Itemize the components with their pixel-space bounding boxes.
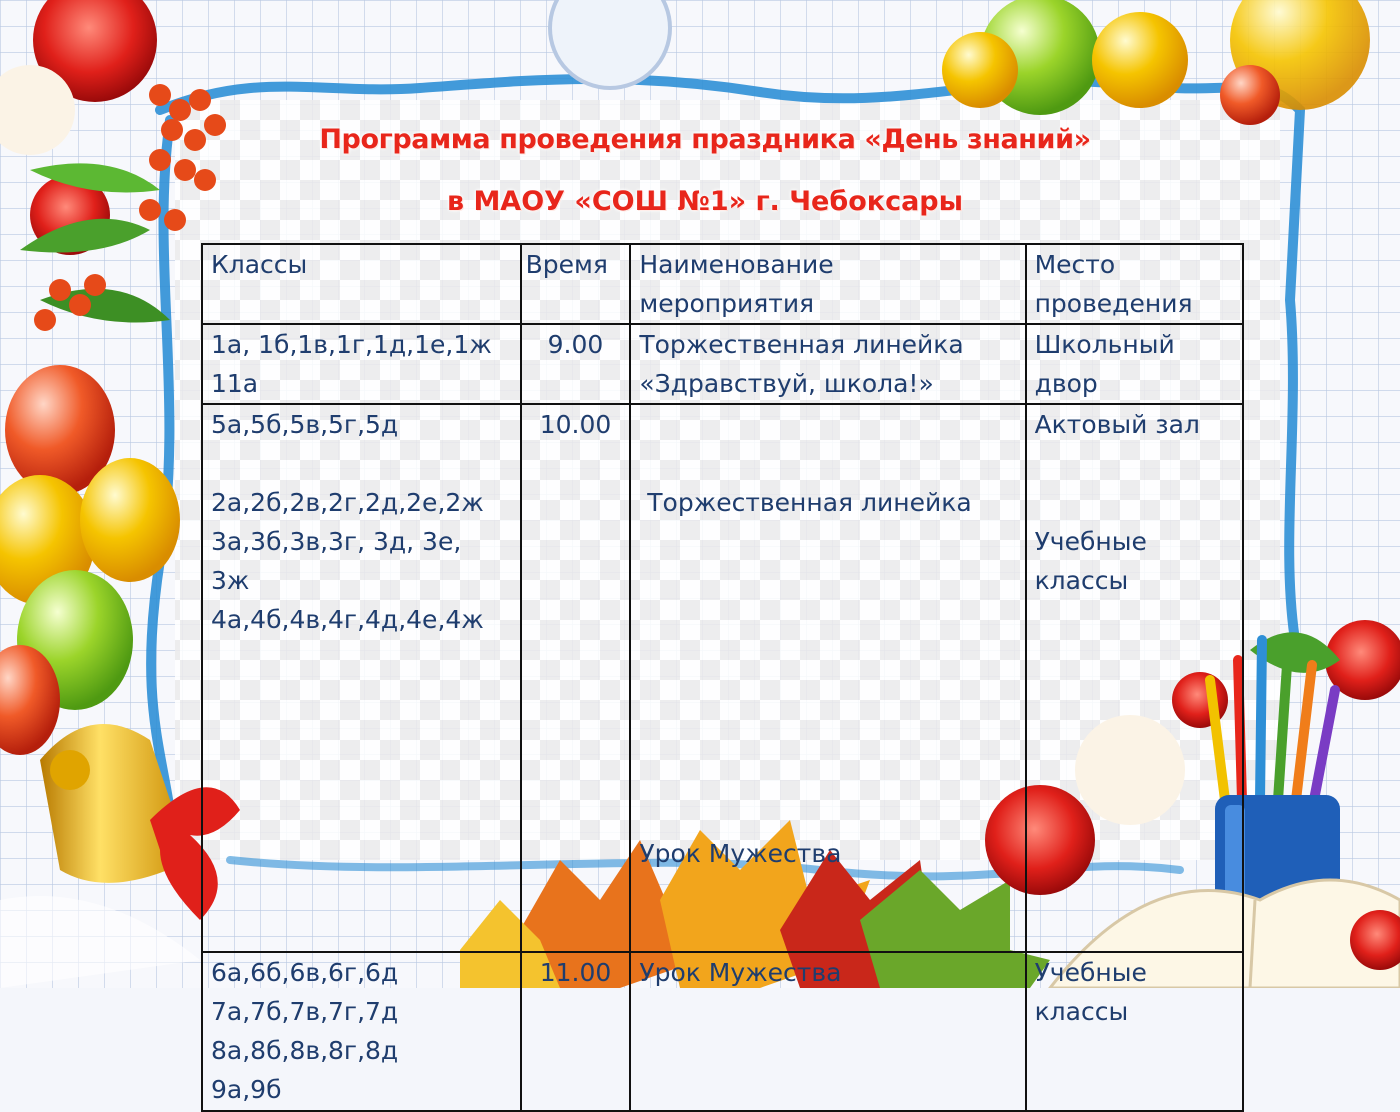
header-place	[1026, 244, 1243, 324]
table-row	[202, 324, 1243, 404]
row2-place-line: Учебные	[1034, 527, 1147, 556]
row1-classes-line: 1а, 1б,1в,1г,1д,1е,1ж	[211, 330, 492, 359]
row2-classes-line: 3а,3б,3в,3г, 3д, 3е,	[211, 527, 462, 556]
row3-classes-line: 8а,8б,8в,8г,8д	[211, 1036, 399, 1065]
page-title: Программа проведения праздника «День знаний»	[319, 124, 1091, 155]
row2-time: 10.00	[521, 404, 631, 952]
table-header-row	[202, 244, 1243, 324]
header-place-label-1: Место	[1034, 250, 1116, 279]
row2-classes-line: 2а,2б,2в,2г,2д,2е,2ж	[211, 488, 484, 517]
row2-place	[1026, 404, 1243, 952]
row1-event-line: Торжественная линейка	[639, 330, 964, 359]
header-event	[630, 244, 1025, 324]
row2-spacer	[639, 717, 1016, 756]
row1-place-line: двор	[1034, 369, 1098, 398]
row3-event	[630, 952, 1025, 1111]
row1-classes-line: 11а	[211, 369, 259, 398]
row2-spacer	[1035, 483, 1234, 522]
row3-event-line: Урок Мужества	[639, 958, 842, 987]
header-classes-label: Классы	[211, 250, 308, 279]
table-row	[202, 404, 1243, 952]
header-time-label: Время	[525, 250, 608, 279]
header-event-label-1: Наименование	[639, 250, 834, 279]
row3-place-line: классы	[1034, 997, 1129, 1026]
row3-place	[1026, 952, 1243, 1111]
table-row	[202, 952, 1243, 1111]
row1-time: 9.00	[521, 324, 631, 404]
row2-classes-line: 3ж	[211, 566, 250, 595]
row3-classes-line: 9а,9б	[211, 1075, 282, 1104]
row2-classes	[202, 404, 521, 952]
row3-classes-line: 6а,6б,6в,6г,6д	[211, 958, 399, 987]
row2-spacer	[211, 444, 512, 483]
row2-place-line: классы	[1034, 566, 1129, 595]
header-event-label-2: мероприятия	[639, 289, 815, 318]
row3-classes-line: 7а,7б,7в,7г,7д	[211, 997, 399, 1026]
row2-event-line: Торжественная линейка	[639, 488, 972, 517]
row2-event-line: Урок Мужества	[639, 839, 842, 868]
header-classes	[202, 244, 521, 324]
row1-place-line: Школьный	[1034, 330, 1175, 359]
row3-classes	[202, 952, 521, 1111]
row2-spacer	[639, 600, 1016, 639]
row1-event	[630, 324, 1025, 404]
row3-time: 11.00	[521, 952, 631, 1111]
page-subtitle: в МАОУ «СОШ №1» г. Чебоксары	[446, 186, 964, 217]
row2-event	[630, 404, 1025, 952]
row1-classes	[202, 324, 521, 404]
header-place-label-2: проведения	[1034, 289, 1193, 318]
schedule-table	[201, 243, 1244, 1112]
row2-spacer	[1035, 444, 1234, 483]
row2-classes-line: 5а,5б,5в,5г,5д	[211, 410, 399, 439]
row3-place-line: Учебные	[1034, 958, 1147, 987]
header-time	[521, 244, 631, 324]
row2-classes-line: 4а,4б,4в,4г,4д,4е,4ж	[211, 605, 484, 634]
row1-place	[1026, 324, 1243, 404]
row2-place-line: Актовый зал	[1034, 410, 1200, 439]
row1-event-line: «Здравствуй, школа!»	[639, 369, 934, 398]
